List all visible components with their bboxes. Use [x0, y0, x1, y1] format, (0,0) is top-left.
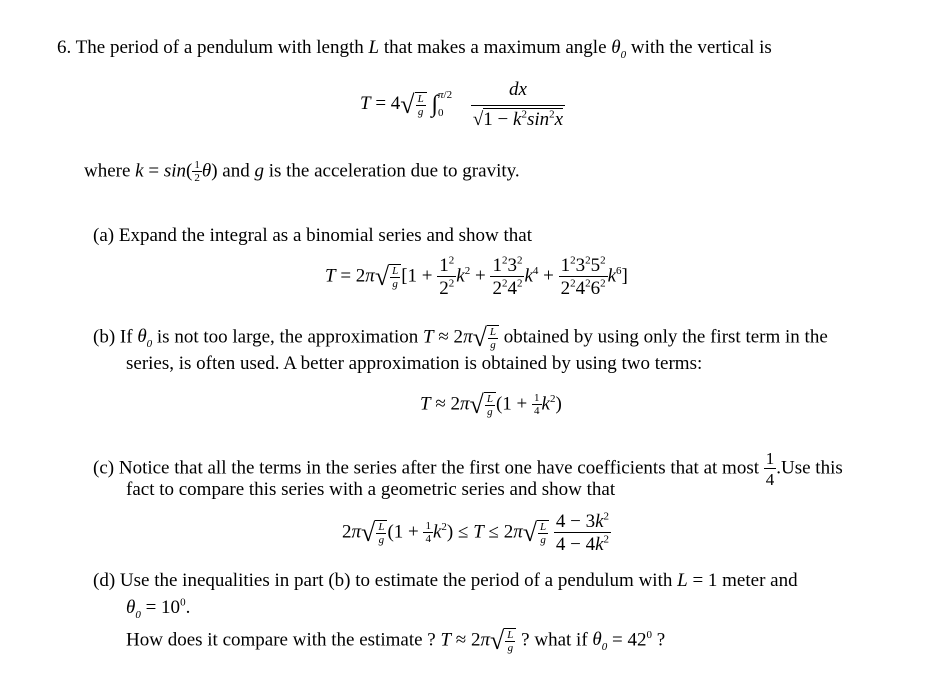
problem-number: 6. [57, 37, 72, 58]
part-b-text-3: obtained by using only the first term in the [503, 326, 828, 348]
where-text-3: is the acceleration due to gravity. [268, 160, 520, 182]
intro-text-2: that makes a maximum angle [383, 37, 607, 58]
equation-inequality-bounds: 2π√ $\frac{L}{g}$ (1 + $\frac{1}{4}$ $k^2) \le T \le 2\pi√$ $\frac{L}{g}$ $\frac{4 - 3k^2}{4 - 4k^2}$ [342, 510, 610, 555]
part-d-period: . [185, 597, 191, 618]
math-theta0: $\theta_0$ [611, 37, 627, 61]
part-b-text-2: is not too large, the approximation [156, 326, 419, 348]
part-d-line-2: $\theta_0 = 10^0$. [126, 596, 191, 621]
problem-intro-line [57, 37, 772, 61]
part-a-label: (a) [93, 225, 115, 246]
part-c-line-2 [126, 480, 615, 499]
part-c-text-1: Notice that all the terms in the series after the first one have coefficients that at most [118, 457, 759, 479]
equation-binomial-series: T = 2π√ $\frac{L}{g}$ [1 + $\frac{1^2}{2^2}$ $k^2$ + $\frac{1^23^2}{2^24^2}$ $k^4$ + $\frac{1^23^25^2}{2^24^26^2}$ $k^6$] [325, 254, 628, 299]
part-c-text-2: .Use this [776, 457, 843, 479]
part-d-text-2: 1 meter and [707, 570, 798, 591]
equation-two-term-approx: T ≈ 2π√ $\frac{L}{g}$ (1 + $\frac{1}{4}$ $k^2$) [420, 390, 562, 419]
where-text-2: and [222, 160, 250, 182]
where-line: where k = sin( $\frac{1}{2}$ θ) and g is the acceleration due to gravity. [84, 159, 520, 184]
part-c-text-3: fact to compare this series with a geometric series and show that [126, 479, 616, 500]
part-d-question-2: ? what if [521, 629, 588, 651]
part-c-label: (c) [93, 457, 115, 479]
part-b-line-2 [126, 354, 702, 373]
part-a-line [93, 226, 532, 245]
part-d-label: (d) [93, 570, 116, 591]
part-d-text-1: Use the inequalities in part (b) to estimate the period of a pendulum with [119, 570, 673, 591]
equation-period-integral: T = 4√ $\frac{L}{g}$ ∫ π/2 0 $\frac{dx}{√1 - k^2\sin^2x}$ [360, 79, 564, 130]
part-b-text-1: If [119, 326, 133, 348]
intro-text-3: with the vertical is [630, 37, 772, 58]
intro-text-1: The period of a pendulum with length [75, 37, 364, 58]
part-b-line-1: (b) If $\theta_0$ is not too large, the approximation T ≈ 2π√ $\frac{L}{g}$ obtained by using only the first term in the [93, 323, 828, 352]
where-text-1: where [84, 160, 131, 182]
part-d-question-3: ? [656, 629, 666, 651]
part-a-text: Expand the integral as a binomial series and show that [118, 225, 532, 246]
part-b-label: (b) [93, 326, 116, 348]
part-d-line-1: (d) Use the inequalities in part (b) to estimate the period of a pendulum with L = 1 meter and [93, 570, 798, 591]
part-d-question-1: How does it compare with the estimate ? [126, 629, 436, 651]
part-d-line-3: How does it compare with the estimate ? T ≈ 2π√ $\frac{L}{g}$ ? what if $\theta_0 = 42^0$ ? [126, 626, 666, 655]
part-c-line-1: (c) Notice that all the terms in the series after the first one have coefficients that at most $\frac{1}{4}$ .Use this [93, 449, 843, 489]
part-b-text-4: series, is often used. A better approximation is obtained by using two terms: [126, 353, 703, 374]
math-L: L [368, 37, 380, 58]
